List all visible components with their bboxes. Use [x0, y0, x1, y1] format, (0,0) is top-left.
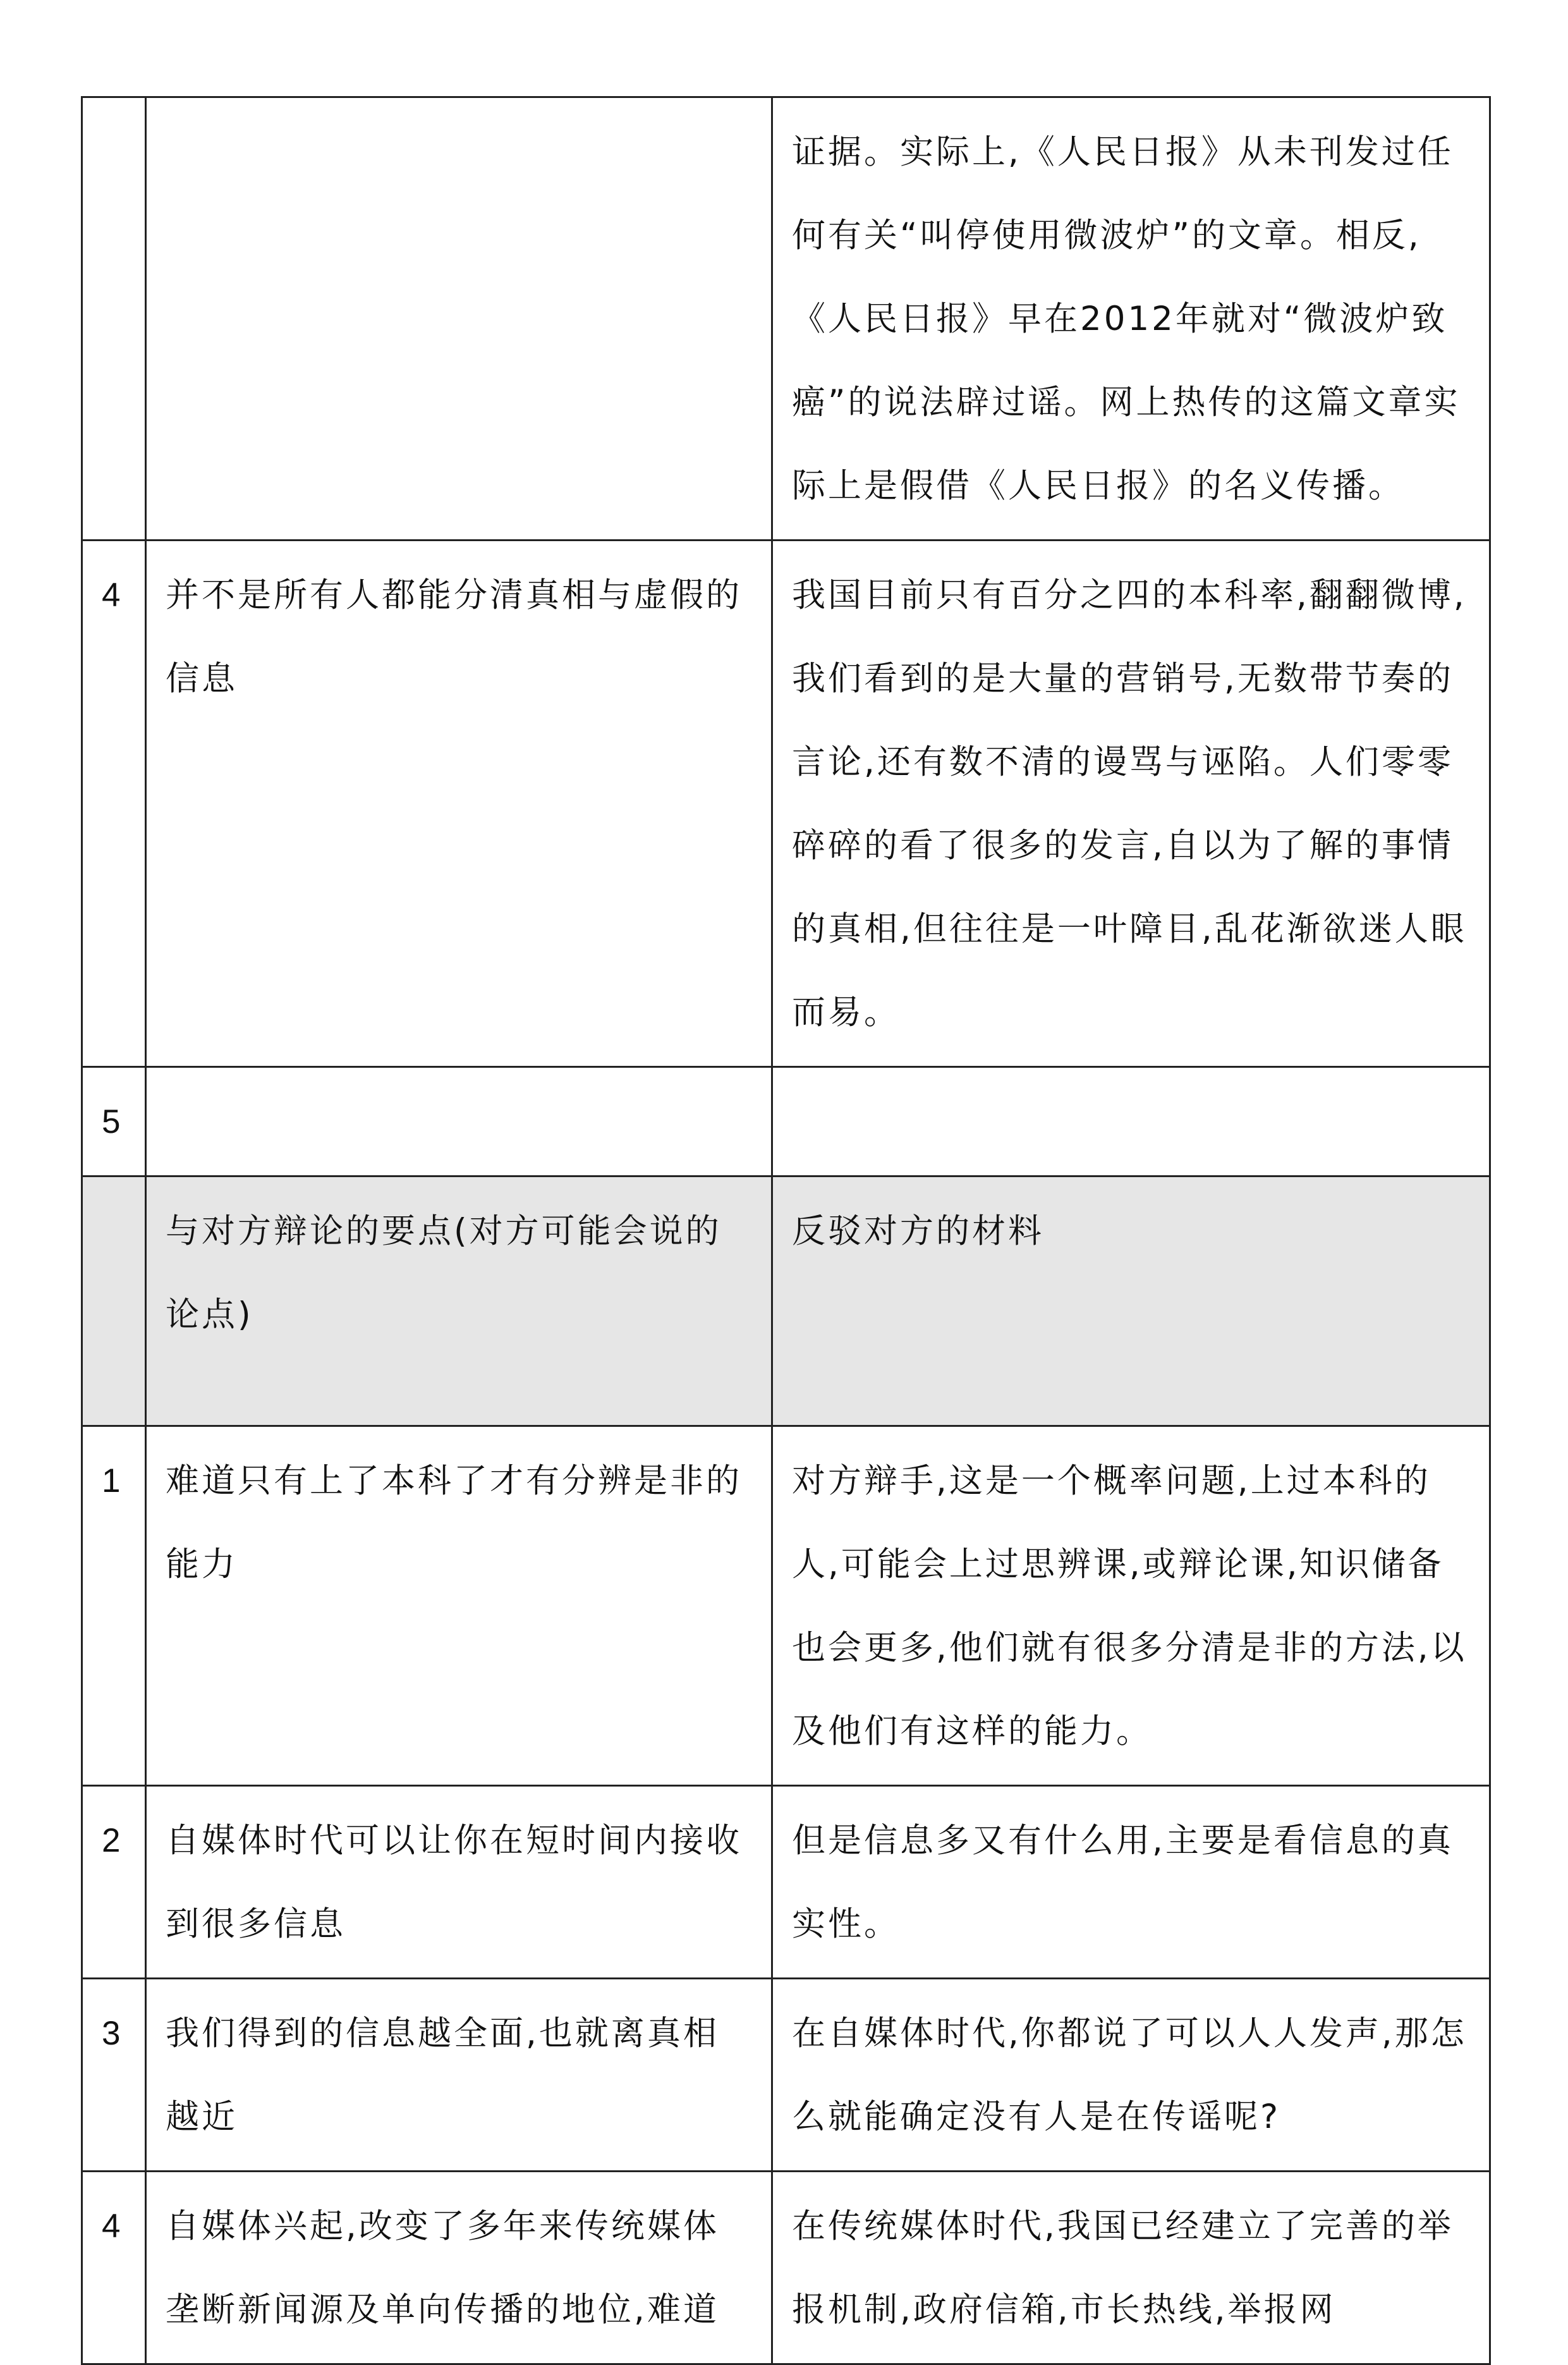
row-number: 4: [82, 541, 146, 1067]
row-number: 2: [82, 1786, 146, 1979]
header-rebuttal-material: 反驳对方的材料: [772, 1176, 1490, 1426]
opponent-point: 自媒体兴起,改变了多年来传统媒体垄断新闻源及单向传播的地位,难道: [146, 2172, 772, 2364]
opponent-point: 难道只有上了本科了才有分辨是非的能力: [146, 1426, 772, 1786]
row-number: 4: [82, 2172, 146, 2364]
argument-point: [146, 1067, 772, 1176]
supporting-material: 证据。实际上,《人民日报》从未刊发过任何有关“叫停使用微波炉”的文章。相反,《人民日报》早在2012年就对“微波炉致癌”的说法辟过谣。网上热传的这篇文章实际上是假借《人民日报》的名义传播。: [772, 97, 1490, 541]
rebuttal-material: 但是信息多又有什么用,主要是看信息的真实性。: [772, 1786, 1490, 1979]
table-row: [82, 2172, 1490, 2364]
debate-table: [81, 96, 1491, 2365]
table-row: [82, 1067, 1490, 1176]
argument-point: [146, 97, 772, 541]
table-row: [82, 541, 1490, 1067]
rebuttal-header-row: [82, 1176, 1490, 1426]
rebuttal-material: 在自媒体时代,你都说了可以人人发声,那怎么就能确定没有人是在传谣呢?: [772, 1979, 1490, 2172]
rebuttal-material: 在传统媒体时代,我国已经建立了完善的举报机制,政府信箱,市长热线,举报网: [772, 2172, 1490, 2364]
header-debate-points: 与对方辩论的要点(对方可能会说的论点): [146, 1176, 772, 1426]
opponent-point: 自媒体时代可以让你在短时间内接收到很多信息: [146, 1786, 772, 1979]
supporting-material: 我国目前只有百分之四的本科率,翻翻微博,我们看到的是大量的营销号,无数带节奏的言论,还有数不清的谩骂与诬陷。人们零零碎碎的看了很多的发言,自以为了解的事情的真相,但往往是一叶障目,乱花渐欲迷人眼而易。: [772, 541, 1490, 1067]
rebuttal-material: 对方辩手,这是一个概率问题,上过本科的人,可能会上过思辨课,或辩论课,知识储备也会更多,他们就有很多分清是非的方法,以及他们有这样的能力。: [772, 1426, 1490, 1786]
table-row: [82, 1426, 1490, 1786]
argument-point: 并不是所有人都能分清真相与虚假的信息: [146, 541, 772, 1067]
table-row: [82, 97, 1490, 541]
table-row: [82, 1786, 1490, 1979]
supporting-material: [772, 1067, 1490, 1176]
row-number: 5: [82, 1067, 146, 1176]
opponent-point: 我们得到的信息越全面,也就离真相越近: [146, 1979, 772, 2172]
row-number: 3: [82, 1979, 146, 2172]
table-row: [82, 1979, 1490, 2172]
row-number: 1: [82, 1426, 146, 1786]
row-number: [82, 97, 146, 541]
header-number: [82, 1176, 146, 1426]
